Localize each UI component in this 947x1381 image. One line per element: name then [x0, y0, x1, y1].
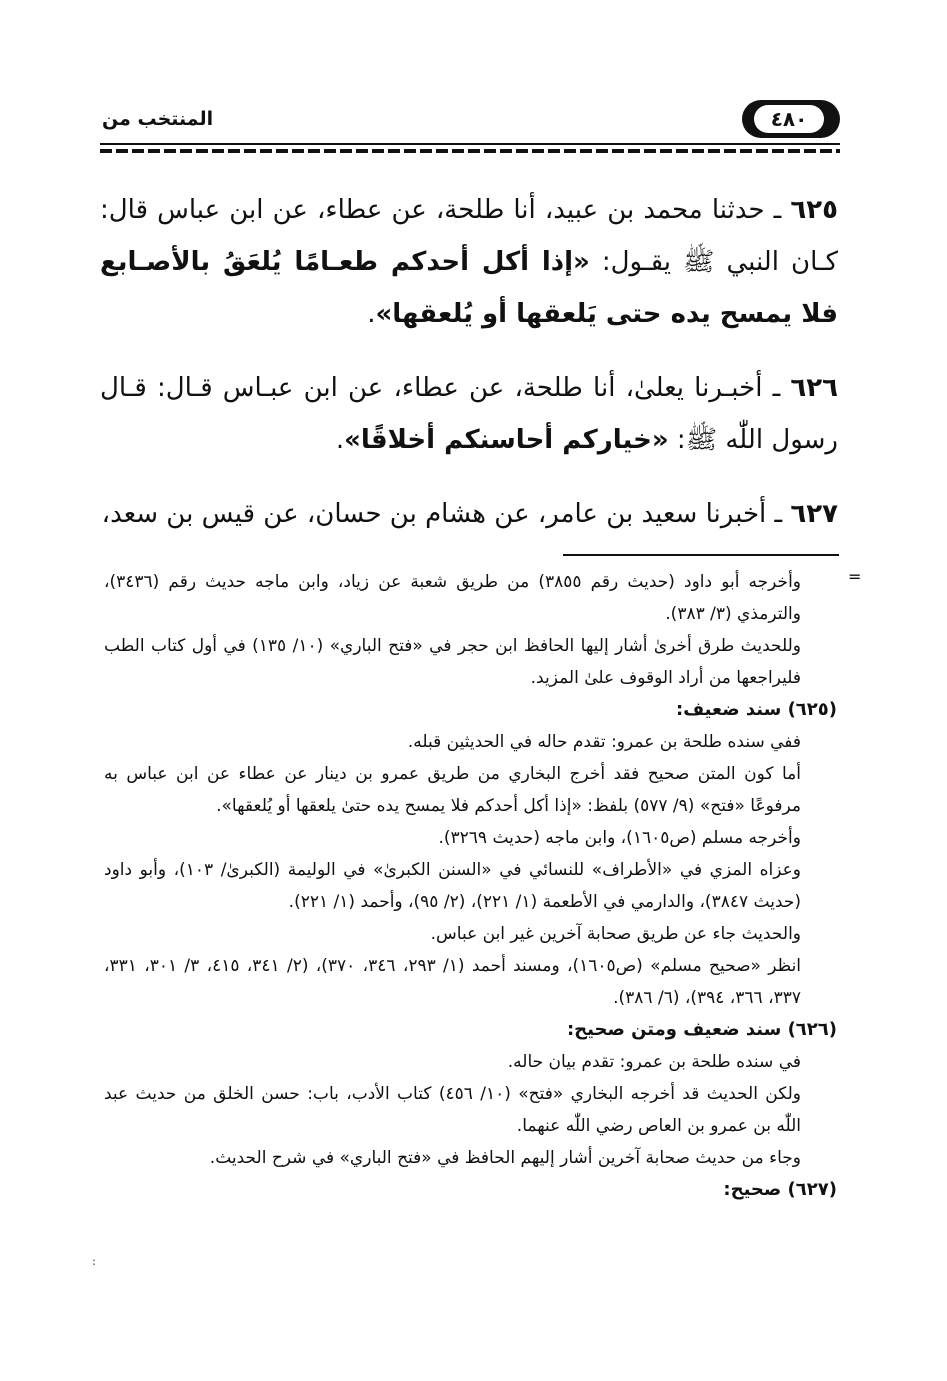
footnote-separator: [563, 554, 839, 556]
book-title: المنتخب من: [102, 108, 214, 130]
footnote-line: ففي سنده طلحة بن عمرو: تقدم حاله في الحديثين قبله.: [407, 732, 801, 752]
footnote-line: وعزاه المزي في «الأطراف» للنسائي في «السنن الكبرىٰ» في الوليمة (الكبرىٰ/ ١٠٣)، وأبو داود (حديث ٣٨٤٧)، والدارمي في الأطعمة (١/ ٢٢١)، (٢/ ٩٥)، وأحمد (١/ ٢٢١).: [104, 860, 801, 912]
footnote-heading-626: (٦٢٦) سند ضعيف ومتن صحيح:: [566, 1019, 837, 1040]
footnote-heading-625: (٦٢٥) سند ضعيف:: [676, 699, 837, 720]
footnote-heading-627: (٦٢٧) صحيح:: [723, 1179, 837, 1200]
hadith-625: [100, 184, 838, 340]
hadith-end: .: [367, 299, 376, 329]
hadith-quote: «خياركم أحاسنكم أخلاقًا»: [344, 425, 669, 455]
hadith-627: [100, 488, 838, 540]
footnote-line: وأخرجه مسلم (ص١٦٠٥)، وابن ماجه (حديث ٣٢٦٩).: [438, 828, 801, 848]
header-rule: [100, 143, 840, 145]
header-dashed-rule: [100, 149, 840, 153]
footnote-line: ولكن الحديث قد أخرجه البخاري «فتح» (١٠/ ٤٥٦) كتاب الأدب، باب: حسن الخلق من حديث عبد اللّٰه بن عمرو بن العاص رضي اللّٰه عنهما.: [104, 1084, 801, 1136]
hadith-quote: «إذا أكل أحدكم طعـامًا يُلعَقُ بالأصـابع فلا يمسح يده حتى يَلعقها أو يُلعقها»: [100, 247, 838, 329]
page-number-badge: [742, 100, 840, 138]
hadith-text: ـ حدثنا محمد بن عبيد، أنا طلحة، عن عطاء، عن ابن عباس قال: كـان النبي ﷺ يقـول:: [100, 195, 839, 277]
main-text: [100, 184, 838, 562]
footnote-line: وللحديث طرق أخرىٰ أشار إليها الحافظ ابن حجر في «فتح الباري» (١٠/ ١٣٥) في أول كتاب الطب فليراجعها من أراد الوقوف علىٰ المزيد.: [104, 636, 802, 688]
footnote-line: وأخرجه أبو داود (حديث رقم ٣٨٥٥) من طريق شعبة عن زياد، وابن ماجه حديث رقم (٣٤٣٦)، والترمذي (٣/ ٣٨٣).: [104, 572, 801, 624]
page-number: ٤٨٠: [754, 105, 824, 133]
footnote-line: أما كون المتن صحيح فقد أخرج البخاري من طريق عمرو بن دينار عن عطاء عن ابن عباس به مرفوعًا «فتح» (٩/ ٥٧٧) بلفظ: «إذا أكل أحدكم فلا يمسح يده حتىٰ يلعقها أو يُلعقها».: [104, 764, 801, 816]
page-header: [100, 96, 840, 142]
footnote-line: في سنده طلحة بن عمرو: تقدم بيان حاله.: [507, 1052, 801, 1072]
hadith-end: .: [335, 425, 345, 455]
hadith-626: [100, 362, 838, 466]
footnote-line: والحديث جاء عن طريق صحابة آخرين غير ابن عباس.: [430, 924, 801, 944]
margin-mark: :: [92, 1254, 97, 1268]
hadith-number: ٦٢٥: [790, 195, 838, 225]
footnote-line: انظر «صحيح مسلم» (ص١٦٠٥)، ومسند أحمد (١/ ٢٩٣، ٣٤٦، ٣٧٠)، (٢/ ٣٤١، ٤١٥، ٣/ ٣٠١، ٣٣١، ٣٣٧، ٣٦٦، ٣٩٤)، (٦/ ٣٨٦).: [104, 956, 802, 1008]
footnotes: [104, 566, 837, 1206]
continuation-mark: =: [848, 567, 862, 586]
hadith-number: ٦٢٦: [790, 373, 839, 403]
hadith-text: ـ أخبرنا سعيد بن عامر، عن هشام بن حسان، عن قيس بن سعد،: [101, 499, 783, 529]
footnote-line: وجاء من حديث صحابة آخرين أشار إليهم الحافظ في «فتح الباري» في شرح الحديث.: [209, 1148, 801, 1168]
hadith-text: ـ أخبـرنا يعلىٰ، أنا طلحة، عن عطاء، عن ابن عبـاس قـال: قـال رسول اللّٰه ﷺ:: [100, 373, 838, 455]
hadith-number: ٦٢٧: [790, 499, 838, 529]
